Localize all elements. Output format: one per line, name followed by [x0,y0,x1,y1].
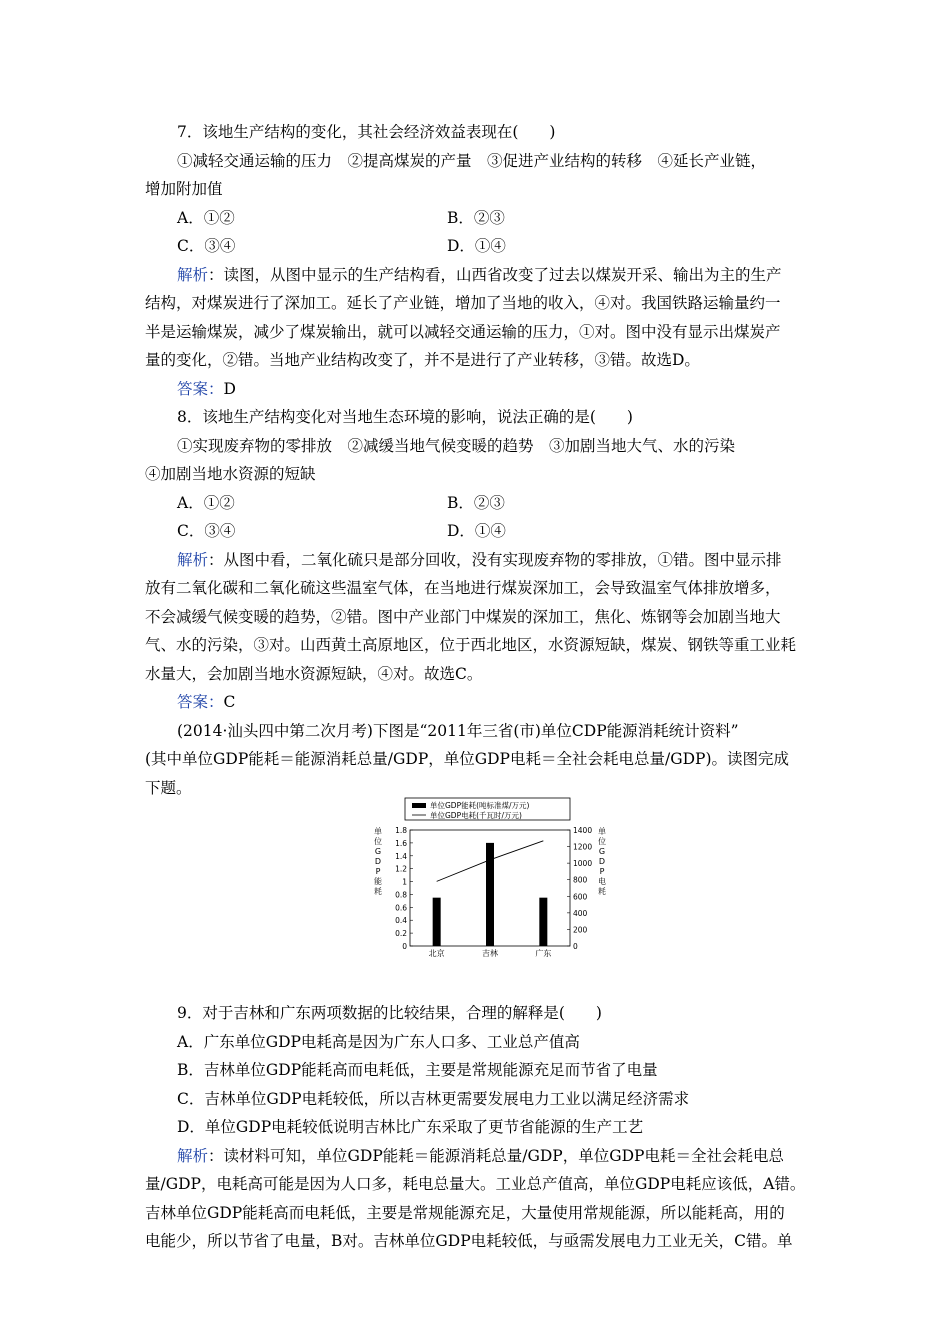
q7-stem: 7．该地生产结构的变化，其社会经济效益表现在( ) [177,123,556,141]
q8-option-c: C．③④ [177,522,236,540]
intro-line: (2014·汕头四中第二次月考)下图是“2011年三省(市)单位CDP能源消耗统计资料” [177,721,739,740]
q8-analysis-line: 水量大，会加剧当地水资源短缺，④对。故选C。 [145,664,483,683]
chart-legend [405,798,570,820]
right-tick-label: 600 [573,892,588,902]
left-tick-label: 1.6 [395,838,407,848]
right-axis-title-char: G [598,847,606,856]
q8-items-line1: ①实现废弃物的零排放 ②减缓当地气候变暖的趋势 ③加剧当地大气、水的污染 [177,436,736,455]
left-tick-label: 1.4 [395,851,407,861]
q8-stem: 8．该地生产结构变化对当地生态环境的影响，说法正确的是( ) [177,408,633,426]
q9-option-d: D．单位GDP电耗较低说明吉林比广东采取了更节省能源的生产工艺 [177,1118,644,1136]
q8-option-d: D．①④ [447,522,506,540]
legend-bar-label: 单位GDP能耗(吨标准煤/万元) [430,801,530,810]
q8-options-row2 [145,517,815,546]
left-tick-label: 0.4 [395,916,407,926]
q9-analysis-line [145,1142,815,1171]
left-axis-title-char: P [375,867,381,876]
right-axis-title-char: 单 [598,827,606,836]
q7-answer-label: 答案： [177,379,224,398]
right-axis-title-char: 耗 [598,887,606,896]
left-axis-title-char: 单 [374,827,382,836]
right-axis-title-char: 电 [598,877,606,886]
q9-analysis-line: 吉林单位GDP能耗高而电耗低，主要是常规能源充足，大量使用常规能源，所以能耗高，用的 [145,1203,785,1222]
q9-analysis-line: 电能少，所以节省了电量，B对。吉林单位GDP电耗较低，与亟需发展电力工业无关，C错。单 [145,1232,793,1250]
left-axis-title-char: 耗 [374,887,382,896]
q8-answer-label: 答案： [177,693,224,711]
left-tick-label: 0.8 [395,890,407,900]
left-tick-label: 0.6 [395,903,407,913]
left-tick-label: 0.2 [395,929,407,939]
legend-bar-swatch [412,803,426,808]
energy-bar [433,898,441,946]
q7-options-row1 [145,204,815,233]
chart-marks [433,841,548,946]
q8-options-row1 [145,489,815,518]
q7-option-b: B．②③ [447,208,505,227]
category-label: 吉林 [482,949,498,958]
q7-options-row2 [145,232,815,261]
q8-analysis-line: 气、水的污染，③对。山西黄土高原地区，位于西北地区，水资源短缺，煤炭、钢铁等重工业耗 [145,636,797,654]
q9-stem: 9．对于吉林和广东两项数据的比较结果，合理的解释是( ) [177,1004,602,1022]
q7-items-line2: 增加附加值 [145,180,223,198]
q8-analysis-text: ：从图中看，二氧化硫只是部分回收，没有实现废弃物的零排放，①错。图中显示排 [208,550,782,569]
q9-analysis-text: ：读材料可知，单位GDP能耗＝能源消耗总量/GDP，单位GDP电耗＝全社会耗电总 [208,1146,784,1165]
right-axis-title-char: D [598,857,606,866]
q8-analysis-line: 不会减缓气候变暖的趋势，②错。图中产业部门中煤炭的深加工，焦化、炼钢等会加剧当地大 [145,607,781,626]
right-tick-label: 1400 [573,826,593,835]
document-page [145,118,815,1256]
left-tick-label: 1 [402,877,407,887]
q8-option-a: A．①② [177,493,235,512]
category-label: 北京 [428,949,445,958]
q7-analysis-line: 量的变化，②错。当地产业结构改变了，并不是进行了产业转移，③错。故选D。 [145,351,700,369]
right-tick-label: 0 [573,942,578,951]
q9-option-a: A．广东单位GDP电耗高是因为广东人口多、工业总产值高 [177,1032,580,1051]
q7-analysis-line: 半是运输煤炭，减少了煤炭输出，就可以减轻交通运输的压力，①对。图中没有显示出煤炭产 [145,322,781,341]
right-tick-label: 1200 [573,842,593,852]
right-tick-label: 200 [573,925,588,935]
right-axis-title-char: 位 [598,837,606,846]
q8-option-b: B．②③ [447,493,505,512]
left-axis-title-char: 位 [374,837,382,846]
q8-answer [145,688,815,717]
q9-analysis-label: 解析 [177,1146,209,1165]
q9-analysis-line: 量/GDP，电耗高可能是因为人口多，耗电总量大。工业总产值高，单位GDP电耗应该低，A错。 [145,1175,806,1193]
right-tick-label: 1000 [573,859,593,869]
intro-line: 下题。 [145,778,192,797]
q7-answer [145,375,815,404]
left-tick-label: 1.2 [395,864,407,874]
q8-items-line2: ④加剧当地水资源的短缺 [145,465,316,483]
energy-chart-svg [370,794,610,964]
right-tick-label: 800 [573,875,588,885]
left-axis-title-char: D [374,857,382,866]
left-tick-label: 1.8 [395,826,407,835]
q7-analysis-text: ：读图，从图中显示的生产结构看，山西省改变了过去以煤炭开采、输出为主的生产 [208,265,782,284]
q7-option-a: A．①② [177,208,235,227]
q8-analysis-line [145,546,815,575]
energy-bar [539,898,547,946]
intro-line: (其中单位GDP能耗＝能源消耗总量/GDP，单位GDP电耗＝全社会耗电总量/GDP)。读图完成 [145,750,789,768]
energy-chart [370,794,610,964]
left-axis-title-char: G [374,847,382,856]
q7-analysis-line [145,261,815,290]
right-axis-title-char: P [599,867,605,876]
q8-analysis-line: 放有二氧化碳和二氧化硫这些温室气体，在当地进行煤炭深加工，会导致温室气体排放增多， [145,579,781,597]
q8-analysis-label: 解析 [177,550,209,569]
q9-option-c: C．吉林单位GDP电耗较低，所以吉林更需要发展电力工业以满足经济需求 [177,1089,690,1108]
left-tick-label: 0 [402,942,407,951]
right-tick-label: 400 [573,908,588,918]
q7-option-c: C．③④ [177,237,236,255]
q7-items-line1: ①减轻交通运输的压力 ②提高煤炭的产量 ③促进产业结构的转移 ④延长产业链， [177,151,767,170]
q7-analysis-label: 解析 [177,265,209,284]
category-label: 广东 [535,949,552,958]
q7-analysis-line: 结构，对煤炭进行了深加工。延长了产业链，增加了当地的收入，④对。我国铁路运输量约一 [145,294,781,312]
q7-option-d: D．①④ [447,237,506,255]
q8-answer-value: C [223,693,236,711]
legend-line-label: 单位GDP电耗(千瓦时/万元) [430,811,522,820]
q7-answer-value: D [223,379,236,398]
q9-option-b: B．吉林单位GDP能耗高而电耗低，主要是常规能源充足而节省了电量 [177,1061,658,1079]
left-axis-title-char: 能 [374,877,382,886]
